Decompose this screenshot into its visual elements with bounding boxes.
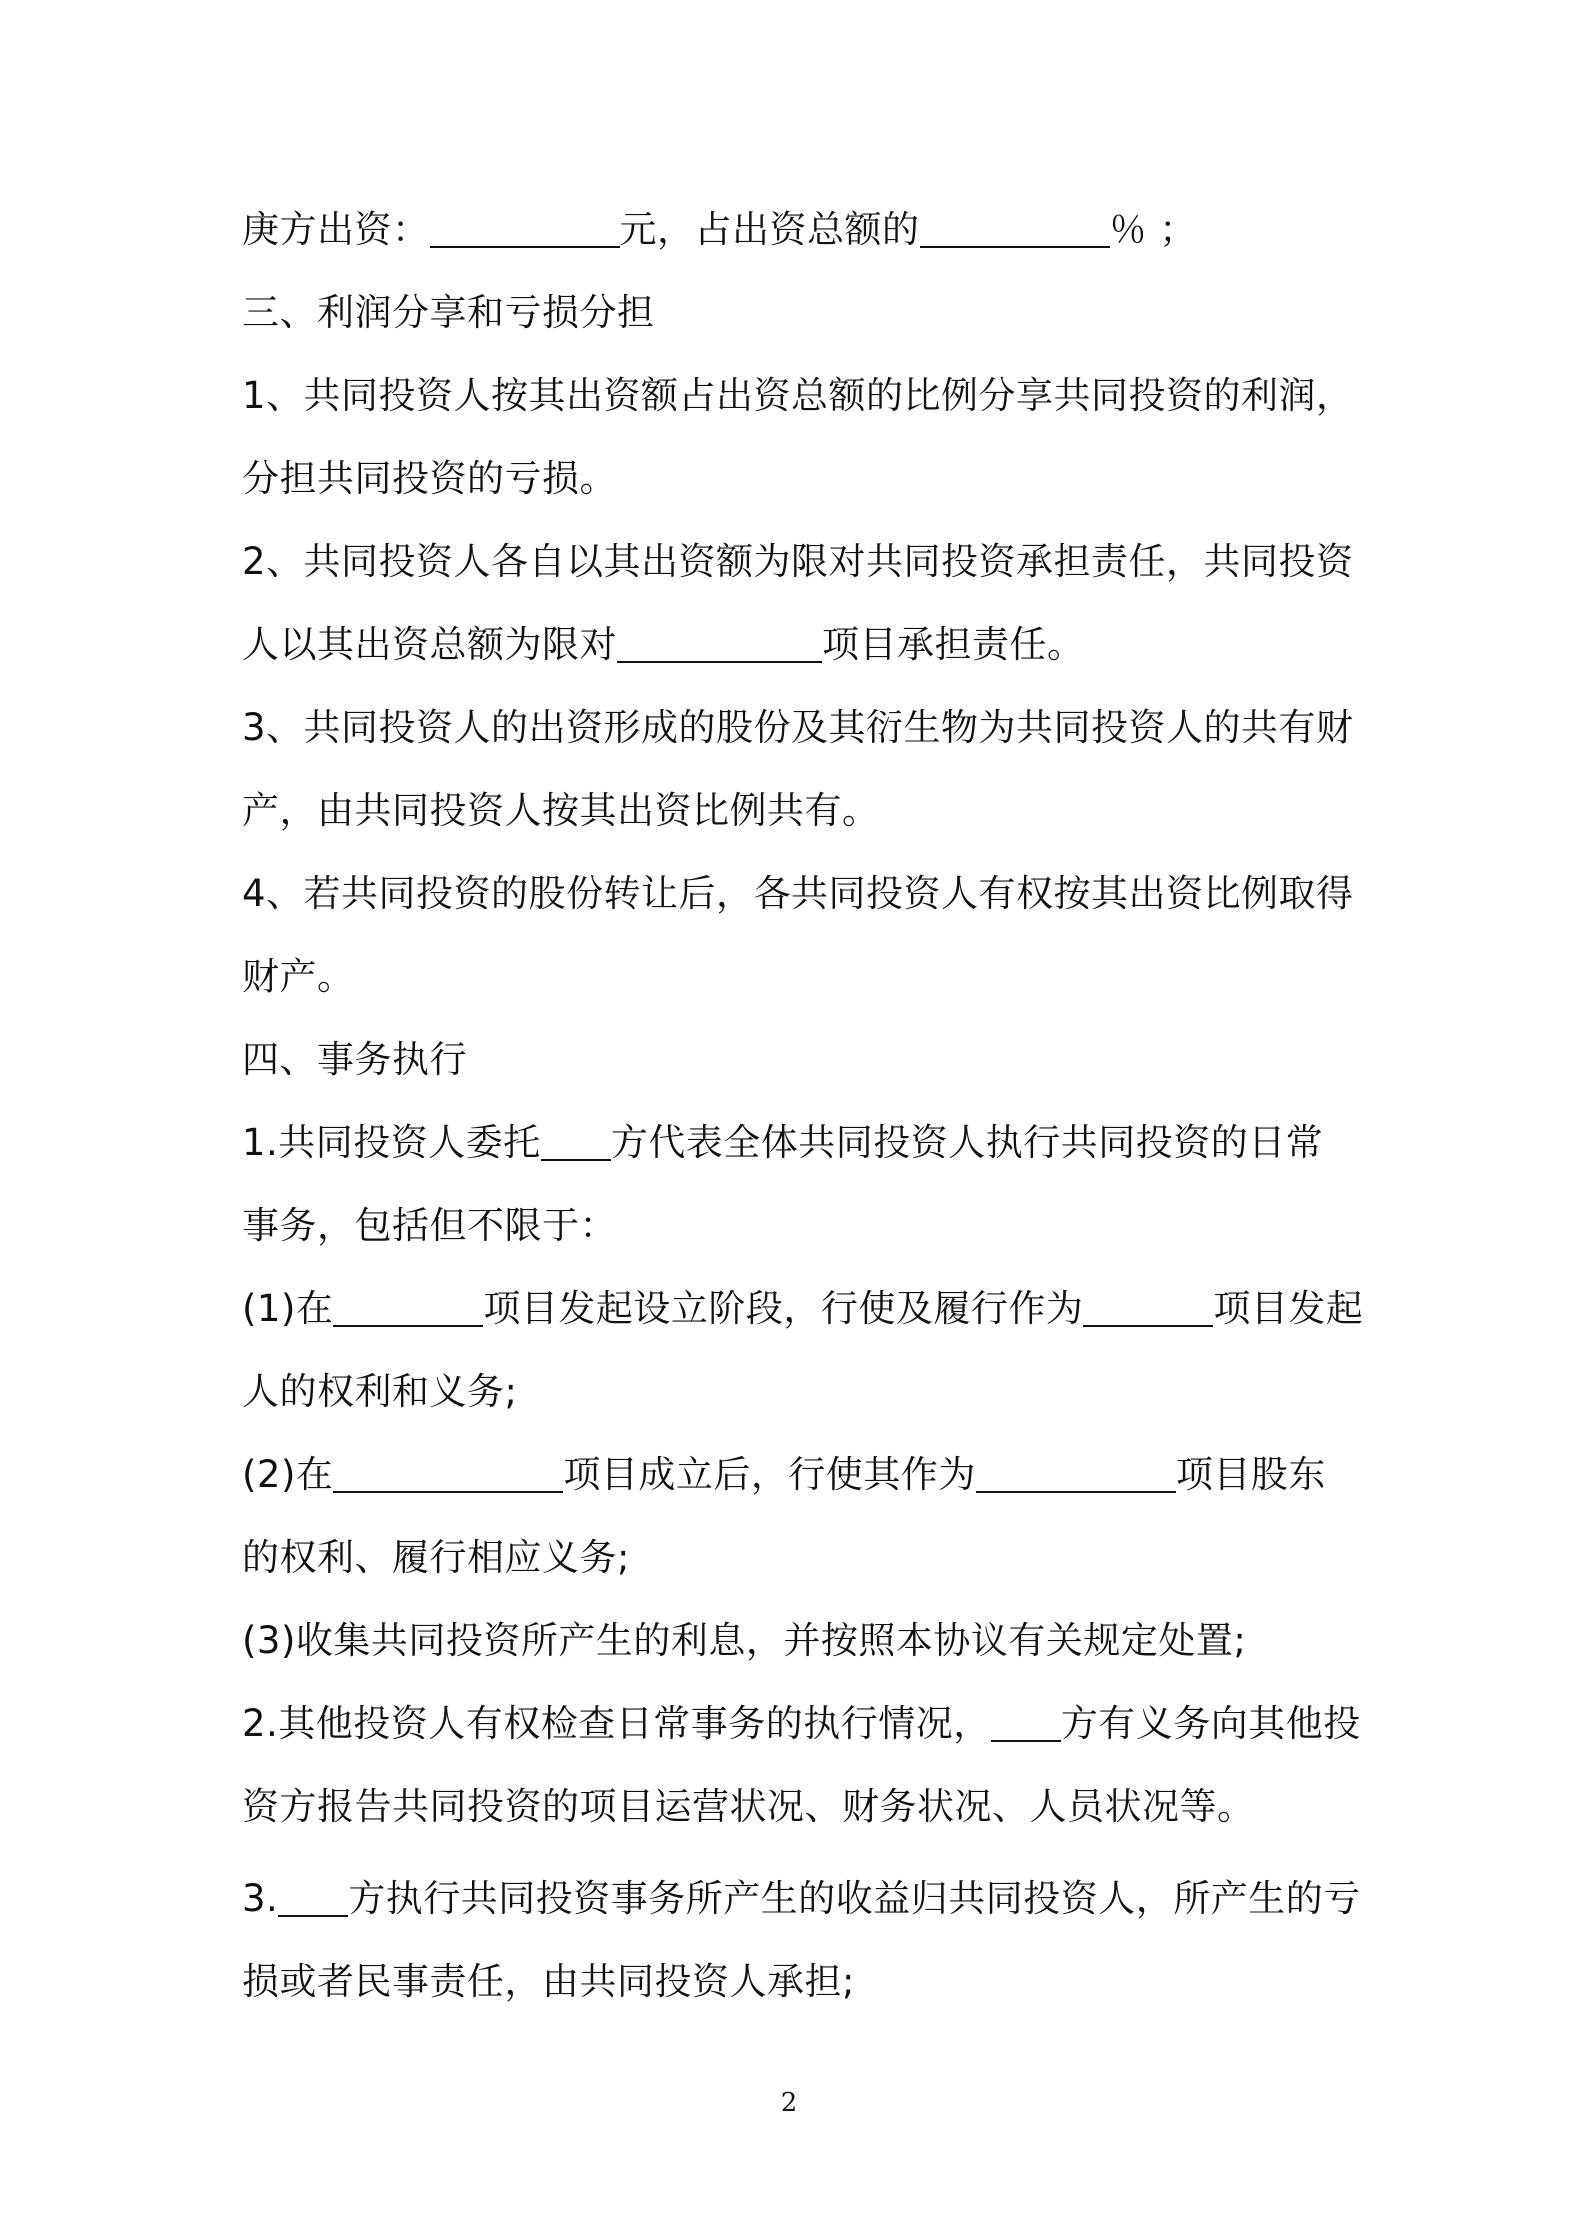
text-segment: 人的权利和义务; xyxy=(242,1370,518,1413)
text-segment: 项目承担责任。 xyxy=(822,623,1085,666)
text-line xyxy=(242,1201,1352,1251)
text-segment: 事务，包括但不限于： xyxy=(242,1204,617,1247)
text-line xyxy=(242,1616,1352,1666)
fill-blank xyxy=(976,1457,1176,1493)
text-line xyxy=(242,703,1352,753)
text-segment: 3. xyxy=(242,1877,279,1920)
section-heading xyxy=(242,288,1352,338)
text-segment: 1.共同投资人委托 xyxy=(242,1121,541,1164)
text-segment: 损或者民事责任，由共同投资人承担; xyxy=(242,1960,855,2003)
text-line xyxy=(242,454,1352,504)
text-segment: 四、事务执行 xyxy=(242,1038,467,1081)
fill-blank xyxy=(920,212,1110,248)
page-number: 2 xyxy=(780,2088,798,2118)
text-segment: 项目成立后，行使其作为 xyxy=(563,1453,976,1496)
text-segment: 方代表全体共同投资人执行共同投资的日常 xyxy=(610,1121,1324,1164)
text-segment: 项目股东 xyxy=(1175,1453,1326,1496)
text-segment: 元，占出资总额的 xyxy=(619,208,920,251)
text-segment: 资方报告共同投资的项目运营状况、财务状况、人员状况等。 xyxy=(242,1785,1255,1828)
text-line xyxy=(242,1699,1361,1749)
text-segment: 2.其他投资人有权检查日常事务的执行情况， xyxy=(242,1702,991,1745)
text-segment: 项目发起 xyxy=(1213,1287,1364,1330)
text-line xyxy=(242,869,1352,919)
text-line xyxy=(242,952,1352,1002)
text-segment: 分担共同投资的亏损。 xyxy=(242,457,617,500)
text-line xyxy=(242,1118,1352,1168)
text-line xyxy=(242,620,1352,670)
text-segment: 庚方出资： xyxy=(242,208,430,251)
text-segment: (1)在 xyxy=(242,1287,334,1330)
text-segment: (2)在 xyxy=(242,1453,334,1496)
text-segment: 2、共同投资人各自以其出资额为限对共同投资承担责任，共同投资 xyxy=(242,540,1354,583)
text-segment: 的权利、履行相应义务; xyxy=(242,1536,630,1579)
section-heading xyxy=(242,1035,1352,1085)
text-segment: 项目发起设立阶段，行使及履行作为 xyxy=(483,1287,1084,1330)
text-segment: (3)收集共同投资所产生的利息，并按照本协议有关规定处置; xyxy=(242,1619,1247,1662)
fill-blank xyxy=(541,1125,611,1161)
text-segment: 方执行共同投资事务所产生的收益归共同投资人，所产生的亏 xyxy=(348,1877,1361,1920)
fill-blank xyxy=(617,627,822,663)
text-line xyxy=(242,1782,1352,1832)
text-line xyxy=(242,786,1352,836)
text-segment: 3、共同投资人的出资形成的股份及其衍生物为共同投资人的共有财 xyxy=(242,706,1354,749)
text-line xyxy=(242,537,1352,587)
fill-blank xyxy=(1083,1291,1213,1327)
fill-blank xyxy=(991,1706,1061,1742)
text-line xyxy=(242,1957,1352,2007)
text-segment: 1、共同投资人按其出资额占出资总额的比例分享共同投资的利润， xyxy=(242,374,1354,417)
text-segment: ％ ； xyxy=(1109,208,1197,251)
text-segment: 方有义务向其他投 xyxy=(1060,1702,1361,1745)
text-line xyxy=(242,1533,1352,1583)
fill-blank xyxy=(333,1291,483,1327)
fill-blank xyxy=(430,212,620,248)
text-line xyxy=(242,1284,1364,1334)
fill-blank xyxy=(333,1457,563,1493)
text-line xyxy=(242,1450,1352,1500)
text-segment: 4、若共同投资的股份转让后，各共同投资人有权按其出资比例取得 xyxy=(242,872,1354,915)
fill-blank xyxy=(278,1881,348,1917)
text-line xyxy=(242,1367,1352,1417)
text-line xyxy=(242,205,1352,255)
text-segment: 人以其出资总额为限对 xyxy=(242,623,617,666)
text-line xyxy=(242,1874,1361,1924)
text-line xyxy=(242,371,1352,421)
text-segment: 产，由共同投资人按其出资比例共有。 xyxy=(242,789,880,832)
text-segment: 财产。 xyxy=(242,955,355,998)
text-segment: 三、利润分享和亏损分担 xyxy=(242,291,655,334)
